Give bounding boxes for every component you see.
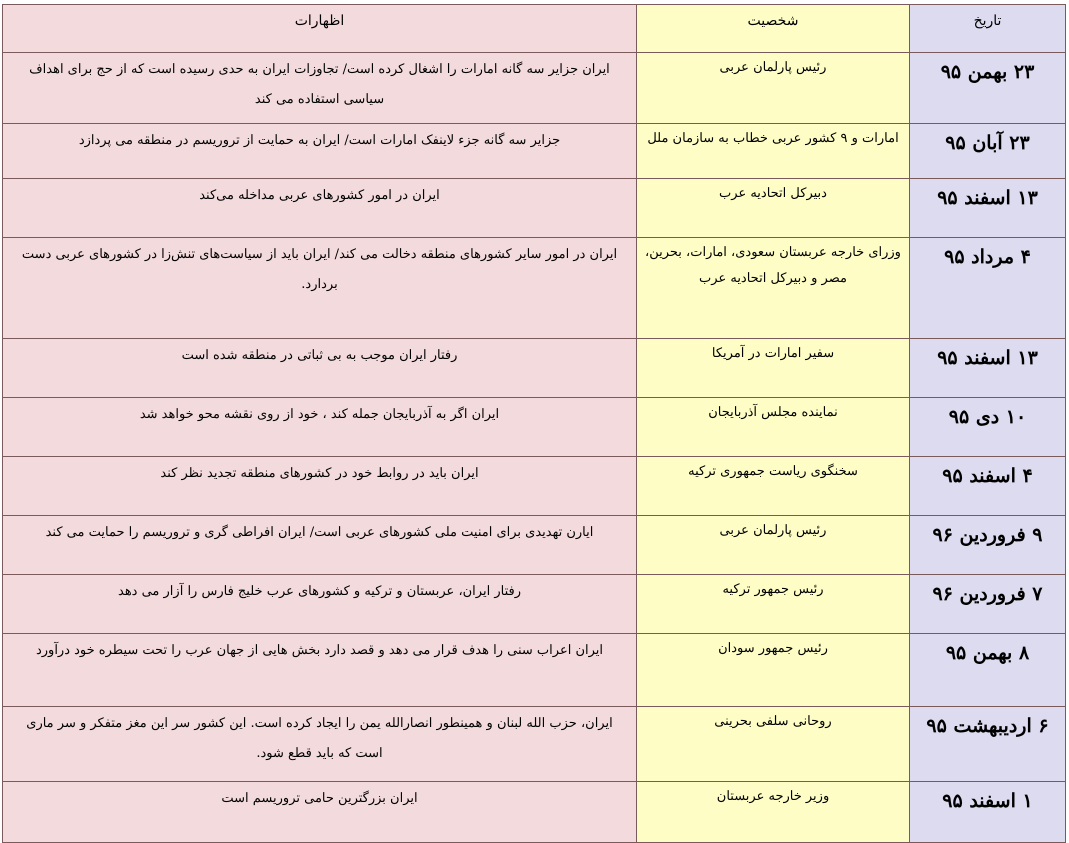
person-cell: امارات و ۹ کشور عربی خطاب به سازمان ملل bbox=[637, 124, 910, 179]
date-cell: ۹ فروردین ۹۶ bbox=[910, 516, 1066, 575]
person-cell: سخنگوی ریاست جمهوری ترکیه bbox=[637, 457, 910, 516]
date-cell: ۴ مرداد ۹۵ bbox=[910, 238, 1066, 339]
date-cell: ۱۳ اسفند ۹۵ bbox=[910, 179, 1066, 238]
person-cell: رئیس جمهور سودان bbox=[637, 634, 910, 707]
table-row bbox=[3, 339, 1066, 398]
table-row bbox=[3, 53, 1066, 124]
person-cell: سفیر امارات در آمریکا bbox=[637, 339, 910, 398]
date-cell: ۱۰ دی ۹۵ bbox=[910, 398, 1066, 457]
table-row bbox=[3, 634, 1066, 707]
date-cell: ۲۳ آبان ۹۵ bbox=[910, 124, 1066, 179]
person-cell: رئیس پارلمان عربی bbox=[637, 516, 910, 575]
header-date: تاریخ bbox=[910, 5, 1066, 53]
person-cell: وزیر خارجه عربستان bbox=[637, 782, 910, 843]
statement-cell: ایران بزرگترین حامی تروریسم است bbox=[3, 782, 637, 843]
table-row bbox=[3, 124, 1066, 179]
header-row bbox=[3, 5, 1066, 53]
date-cell: ۷ فروردین ۹۶ bbox=[910, 575, 1066, 634]
table-row bbox=[3, 398, 1066, 457]
statements-table bbox=[2, 4, 1066, 843]
table-row bbox=[3, 238, 1066, 339]
date-cell: ۱ اسفند ۹۵ bbox=[910, 782, 1066, 843]
person-cell: رئیس پارلمان عربی bbox=[637, 53, 910, 124]
statement-cell: ایران اگر به آذربایجان جمله کند ، خود از روی نقشه محو خواهد شد bbox=[3, 398, 637, 457]
statement-cell: ایران در امور سایر کشورهای منطقه دخالت می کند/ ایران باید از سیاست‌های تنش‌زا در کشورهای عربی دست بردارد. bbox=[3, 238, 637, 339]
statement-cell: ایران باید در روابط خود در کشورهای منطقه تجدید نظر کند bbox=[3, 457, 637, 516]
statement-cell: ایران، حزب الله لبنان و همینطور انصارالله یمن را ایجاد کرده است. این کشور سر این مغز متفکر و سر ماری است که باید قطع شود. bbox=[3, 707, 637, 782]
statement-cell: رفتار ایران، عربستان و ترکیه و کشورهای عرب خلیج فارس را آزار می دهد bbox=[3, 575, 637, 634]
person-cell: دبیرکل اتحادیه عرب bbox=[637, 179, 910, 238]
header-person: شخصیت bbox=[637, 5, 910, 53]
date-cell: ۱۳ اسفند ۹۵ bbox=[910, 339, 1066, 398]
date-cell: ۴ اسفند ۹۵ bbox=[910, 457, 1066, 516]
statement-cell: ایران در امور کشورهای عربی مداخله می‌کند bbox=[3, 179, 637, 238]
person-cell: نماینده مجلس آذربایجان bbox=[637, 398, 910, 457]
statement-cell: رفتار ایران موجب به بی ثباتی در منطقه شده است bbox=[3, 339, 637, 398]
table-row bbox=[3, 457, 1066, 516]
person-cell: وزرای خارجه عربستان سعودی، امارات، بحرین، مصر و دبیرکل اتحادیه عرب bbox=[637, 238, 910, 339]
statement-cell: جزایر سه گانه جزء لاینفک امارات است/ ایران به حمایت از تروریسم در منطقه می پردازد bbox=[3, 124, 637, 179]
table-row bbox=[3, 575, 1066, 634]
person-cell: رئیس جمهور ترکیه bbox=[637, 575, 910, 634]
table-row bbox=[3, 179, 1066, 238]
statement-cell: ایران جزایر سه گانه امارات را اشغال کرده است/ تجاوزات ایران به حدی رسیده است که از حج برای اهداف سیاسی استفاده می کند bbox=[3, 53, 637, 124]
statement-cell: ایارن تهدیدی برای امنیت ملی کشورهای عربی است/ ایران افراطی گری و تروریسم را حمایت می کند bbox=[3, 516, 637, 575]
statement-cell: ایران اعراب سنی را هدف قرار می دهد و قصد دارد بخش هایی از جهان عرب را تحت سیطره خود درآورد bbox=[3, 634, 637, 707]
table-row bbox=[3, 516, 1066, 575]
table-row bbox=[3, 707, 1066, 782]
date-cell: ۲۳ بهمن ۹۵ bbox=[910, 53, 1066, 124]
table-row bbox=[3, 782, 1066, 843]
header-statement: اظهارات bbox=[3, 5, 637, 53]
person-cell: روحانی سلفی بحرینی bbox=[637, 707, 910, 782]
date-cell: ۶ اردیبهشت ۹۵ bbox=[910, 707, 1066, 782]
date-cell: ۸ بهمن ۹۵ bbox=[910, 634, 1066, 707]
